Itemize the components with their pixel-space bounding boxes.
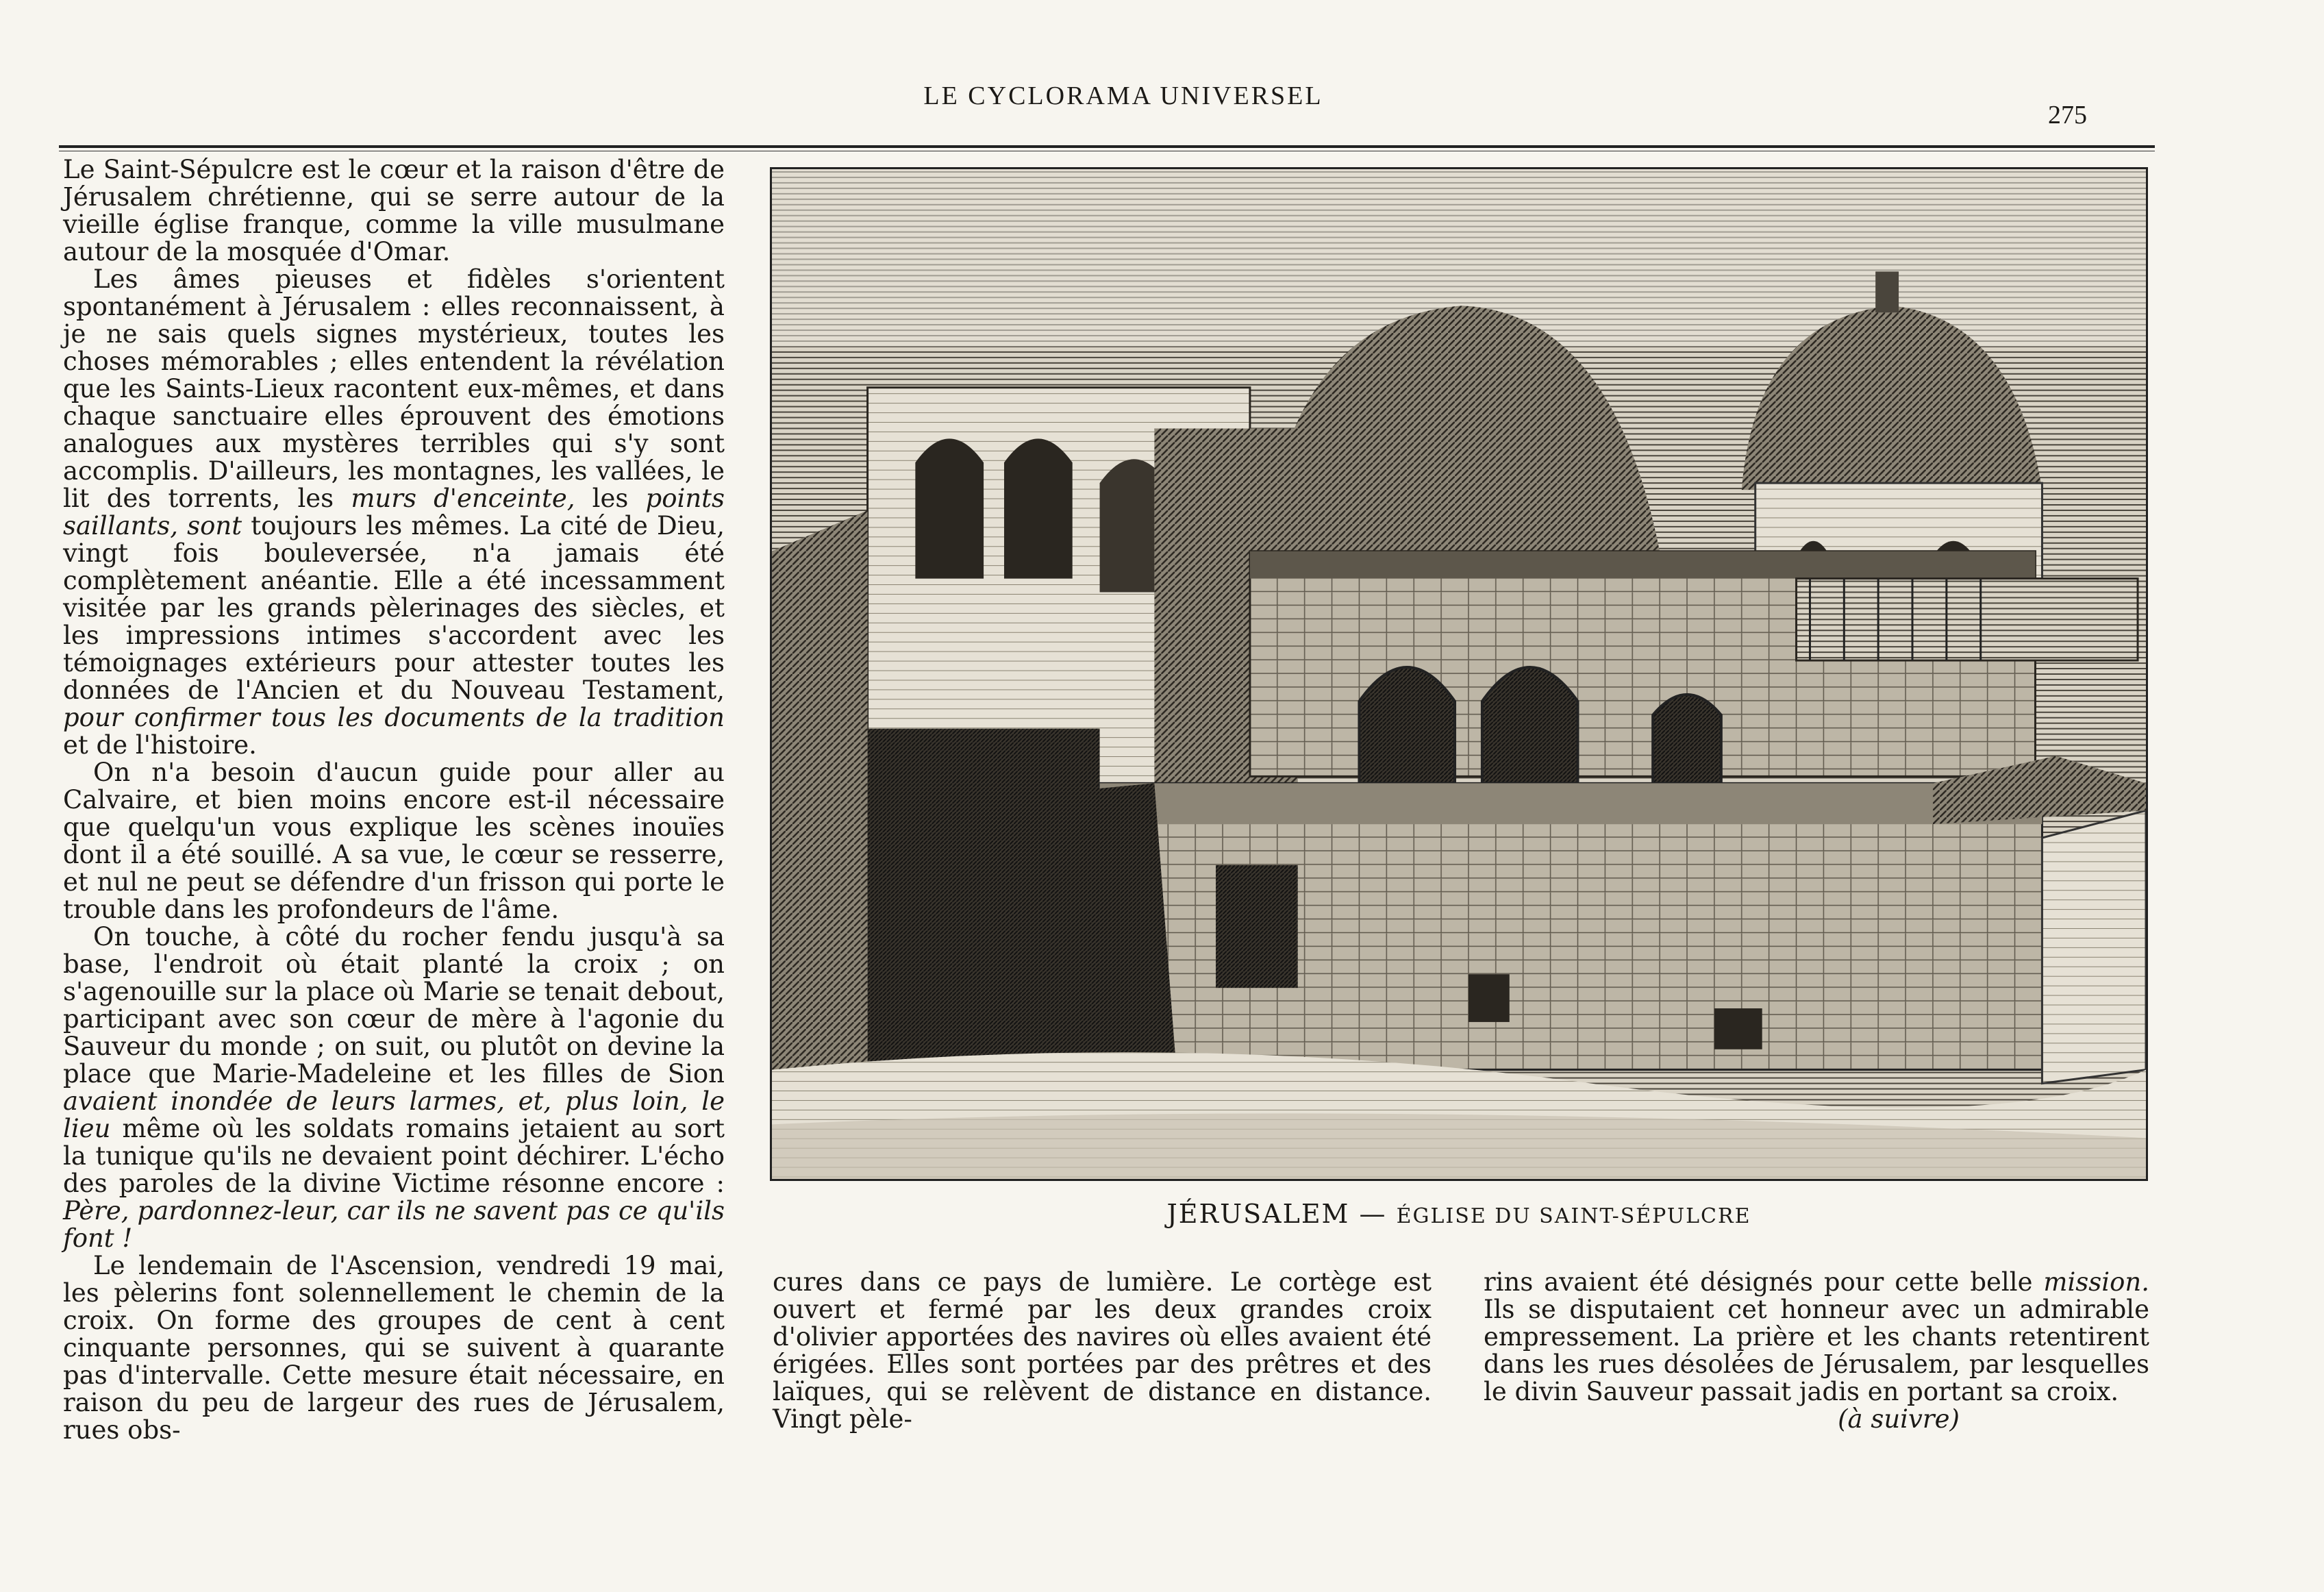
to-be-continued: (à suivre) [1838, 1404, 1960, 1434]
figure-caption [770, 1199, 2148, 1229]
paragraph: Le Saint-Sépulcre est le cœur et la raison d'être de Jérusalem chrétienne, qui se serre autour de la vieille église franque, comme la ville musulmane autour de la mosquée d'Omar. [63, 155, 725, 266]
paragraph: cures dans ce pays de lumière. Le cortège est ouvert et fermé par les deux grandes croix d'olivier apportées des navires où elles avaient été érigées. Elles sont portées par des prêtres et des laïques, qui se relèvent de distance en distance. Vingt pèle- [773, 1267, 1432, 1434]
paragraph: rins avaient été désignés pour cette belle mission. Ils se disputaient cet honneur avec un admirable empressement. La prière et les chants retentirent dans les rues désolées de Jérusalem, par lesquelles le divin Sauveur passait jadis en portant sa croix. [1484, 1267, 2149, 1406]
caption-title: JÉRUSALEM [1166, 1199, 1350, 1229]
article-column-middle [773, 1269, 1432, 1433]
church-engraving [772, 169, 2146, 1179]
caption-subtitle: ÉGLISE DU SAINT-SÉPULCRE [1396, 1204, 1751, 1228]
paragraph: Les âmes pieuses et fidèles s'orientent spontanément à Jérusalem : elles reconnaissent, à je ne sais quels signes mystérieux, toutes les choses mémorables ; elles entendent la révélation que les Saints-Lieux racontent eux-mêmes, et dans chaque sanctuaire elles éprouvent des émotions analogues aux mystères terribles qui s'y sont accomplis. D'ailleurs, les montagnes, les vallées, le lit des torrents, les murs d'enceinte, les points saillants, sont toujours les mêmes. La cité de Dieu, vingt fois bouleversée, n'a jamais été complètement anéantie. Elle a été incessamment visitée par les grands pèlerinages des siècles, et les impressions intimes s'accordent avec les témoignages extérieurs pour attester toutes les données de l'Ancien et du Nouveau Testament, pour confirmer tous les documents de la tradition et de l'histoire. [63, 264, 725, 760]
paragraph: Le lendemain de l'Ascension, vendredi 19 mai, les pèlerins font solennellement le chemin de la croix. On forme des groupes de cent à cent cinquante personnes, qui se suivent à quarante pas d'intervalle. Cette mesure était nécessaire, en raison du peu de largeur des rues de Jérusalem, rues obs- [63, 1251, 725, 1445]
running-title: LE CYCLORAMA UNIVERSEL [923, 82, 1323, 110]
paragraph: On n'a besoin d'aucun guide pour aller au Calvaire, et bien moins encore est-il nécessaire que quelqu'un vous explique les scènes inouïes dont il a été souillé. A sa vue, le cœur se resserre, et nul ne peut se défendre d'un frisson qui porte le trouble dans les profondeurs de l'âme. [63, 758, 725, 924]
paragraph: On touche, à côté du rocher fendu jusqu'à sa base, l'endroit où était planté la croix ; on s'agenouille sur la place où Marie se tenait debout, participant avec son cœur de mère à l'agonie du Sauveur du monde ; on suit, ou plutôt on devine la place que Marie-Madeleine et les filles de Sion avaient inondée de leurs larmes, et, plus loin, le lieu même où les soldats romains jetaient au sort la tunique qu'ils ne devaient point déchirer. L'écho des paroles de la divine Victime résonne encore : Père, pardonnez-leur, car ils ne savent pas ce qu'ils font ! [63, 922, 725, 1253]
article-column-right [1484, 1269, 2149, 1433]
article-column-left [63, 156, 725, 1444]
header-rule [59, 145, 2155, 148]
engraving-illustration [770, 167, 2148, 1181]
page-number: 275 [2048, 101, 2087, 129]
caption-separator: — [1349, 1199, 1397, 1229]
